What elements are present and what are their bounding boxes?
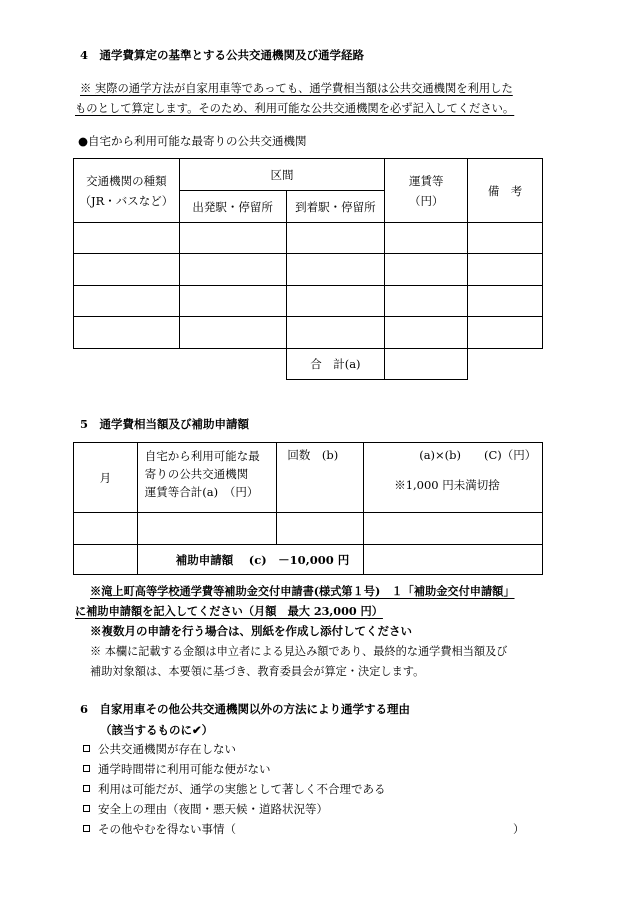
reason-option-label: 利用は可能だが、通学の実態として著しく不合理である — [98, 782, 386, 796]
section4-note-line1: ※ 実際の通学方法が自家用車等であっても、通学費相当額は公共交通機関を利用した — [80, 82, 513, 95]
subsidy-table — [73, 442, 543, 575]
header-calc-line2: ※1,000 円未満切捨 — [394, 478, 500, 492]
reason-option[interactable] — [83, 741, 236, 757]
header-fare-total-line2: 寄りの公共交通機関 — [144, 467, 249, 481]
remarks-cell[interactable] — [468, 317, 543, 349]
calc-cell[interactable] — [364, 513, 543, 545]
table-row — [74, 317, 543, 349]
reason-option[interactable] — [83, 761, 271, 777]
checkbox[interactable] — [83, 765, 90, 772]
depart-cell[interactable] — [179, 223, 286, 254]
header-times: 回数 (b) — [277, 443, 364, 513]
section4-bullet: ●自宅から利用可能な最寄りの公共交通機関 — [78, 134, 307, 148]
arrive-cell[interactable] — [286, 254, 385, 286]
reason-option[interactable] — [83, 821, 236, 837]
header-arrive: 到着駅・停留所 — [286, 191, 385, 223]
fare-cell[interactable] — [385, 317, 468, 349]
transport-type-cell[interactable] — [74, 317, 180, 349]
header-section: 区間 — [179, 159, 385, 191]
times-cell[interactable] — [277, 513, 364, 545]
header-fare — [385, 159, 468, 223]
arrive-cell[interactable] — [286, 286, 385, 317]
section5-note3-line2: 補助対象額は、本要領に基づき、教育委員会が算定・決定します。 — [90, 665, 425, 678]
section4-heading: 4 通学費算定の基準とする公共交通機関及び通学経路 — [80, 48, 364, 62]
section5-note1-line1: ※滝上町高等学校通学費等補助金交付申請書(様式第１号) １「補助金交付申請額」 — [90, 584, 515, 598]
checkbox[interactable] — [83, 805, 90, 812]
table-row — [74, 286, 543, 317]
depart-cell[interactable] — [179, 317, 286, 349]
reason-option[interactable] — [83, 781, 386, 797]
remarks-cell[interactable] — [468, 223, 543, 254]
section4-note-line2: ものとして算定します。そのため、利用可能な公共交通機関を必ず記入してください。 — [75, 102, 515, 115]
header-fare-total — [137, 443, 277, 513]
header-transport-type — [74, 159, 180, 223]
section6-subheading: （該当するものに✔） — [100, 723, 214, 737]
depart-cell[interactable] — [179, 286, 286, 317]
subsidy-row — [74, 545, 543, 575]
remarks-cell[interactable] — [468, 286, 543, 317]
reason-option[interactable] — [83, 801, 328, 817]
fare-total-cell[interactable] — [137, 513, 277, 545]
table-row — [74, 223, 543, 254]
arrive-cell[interactable] — [286, 223, 385, 254]
table-row — [74, 254, 543, 286]
fare-cell[interactable] — [385, 286, 468, 317]
reason-option-label: その他やむを得ない事情（ — [98, 822, 236, 836]
table-row — [74, 513, 543, 545]
reason-option-label: 公共交通機関が存在しない — [98, 742, 236, 756]
reason-option-label: 安全上の理由（夜間・悪天候・道路状況等） — [98, 802, 328, 816]
transport-type-cell[interactable] — [74, 286, 180, 317]
section5-heading: 5 通学費相当額及び補助申請額 — [80, 417, 249, 431]
transport-type-cell[interactable] — [74, 223, 180, 254]
checkbox[interactable] — [83, 745, 90, 752]
section5-note2: ※複数月の申請を行う場合は、別紙を作成し添付してください — [90, 624, 412, 638]
total-label: 合 計(a) — [286, 349, 385, 380]
header-fare-total-line3: 運賃等合計(a) （円） — [144, 485, 259, 499]
header-fare-line2: （円） — [408, 193, 444, 208]
fare-cell[interactable] — [385, 223, 468, 254]
subsidy-value-cell[interactable] — [364, 545, 543, 575]
header-remarks: 備 考 — [468, 159, 543, 223]
section6-heading: 6 自家用車その他公共交通機関以外の方法により通学する理由 — [80, 702, 410, 716]
total-value-cell[interactable] — [385, 349, 468, 380]
header-month: 月 — [74, 443, 138, 513]
reason-other-close-paren: ） — [513, 822, 525, 836]
transport-type-cell[interactable] — [74, 254, 180, 286]
arrive-cell[interactable] — [286, 317, 385, 349]
fare-cell[interactable] — [385, 254, 468, 286]
section5-note3-line1: ※ 本欄に記載する金額は申立者による見込み額であり、最終的な通学費相当額及び — [90, 645, 508, 658]
month-cell[interactable] — [74, 513, 138, 545]
transport-table — [73, 158, 543, 380]
header-calc — [364, 443, 543, 513]
total-row — [74, 349, 543, 380]
header-transport-type-line2: （JR・バスなど） — [79, 193, 174, 208]
remarks-cell[interactable] — [468, 254, 543, 286]
header-depart: 出発駅・停留所 — [179, 191, 286, 223]
header-calc-line1: (a)×(b) (C)（円） — [419, 448, 537, 462]
header-fare-line1: 運賃等 — [408, 173, 444, 188]
checkbox[interactable] — [83, 825, 90, 832]
checkbox[interactable] — [83, 785, 90, 792]
depart-cell[interactable] — [179, 254, 286, 286]
subsidy-label: 補助申請額 (c) －10,000 円 — [137, 545, 363, 575]
header-fare-total-line1: 自宅から利用可能な最 — [144, 449, 260, 463]
header-transport-type-line1: 交通機関の種類 — [86, 173, 167, 188]
reason-option-label: 通学時間帯に利用可能な便がない — [98, 762, 271, 776]
section5-note1-line2: に補助申請額を記入してください（月額 最大 23,000 円） — [75, 604, 383, 618]
